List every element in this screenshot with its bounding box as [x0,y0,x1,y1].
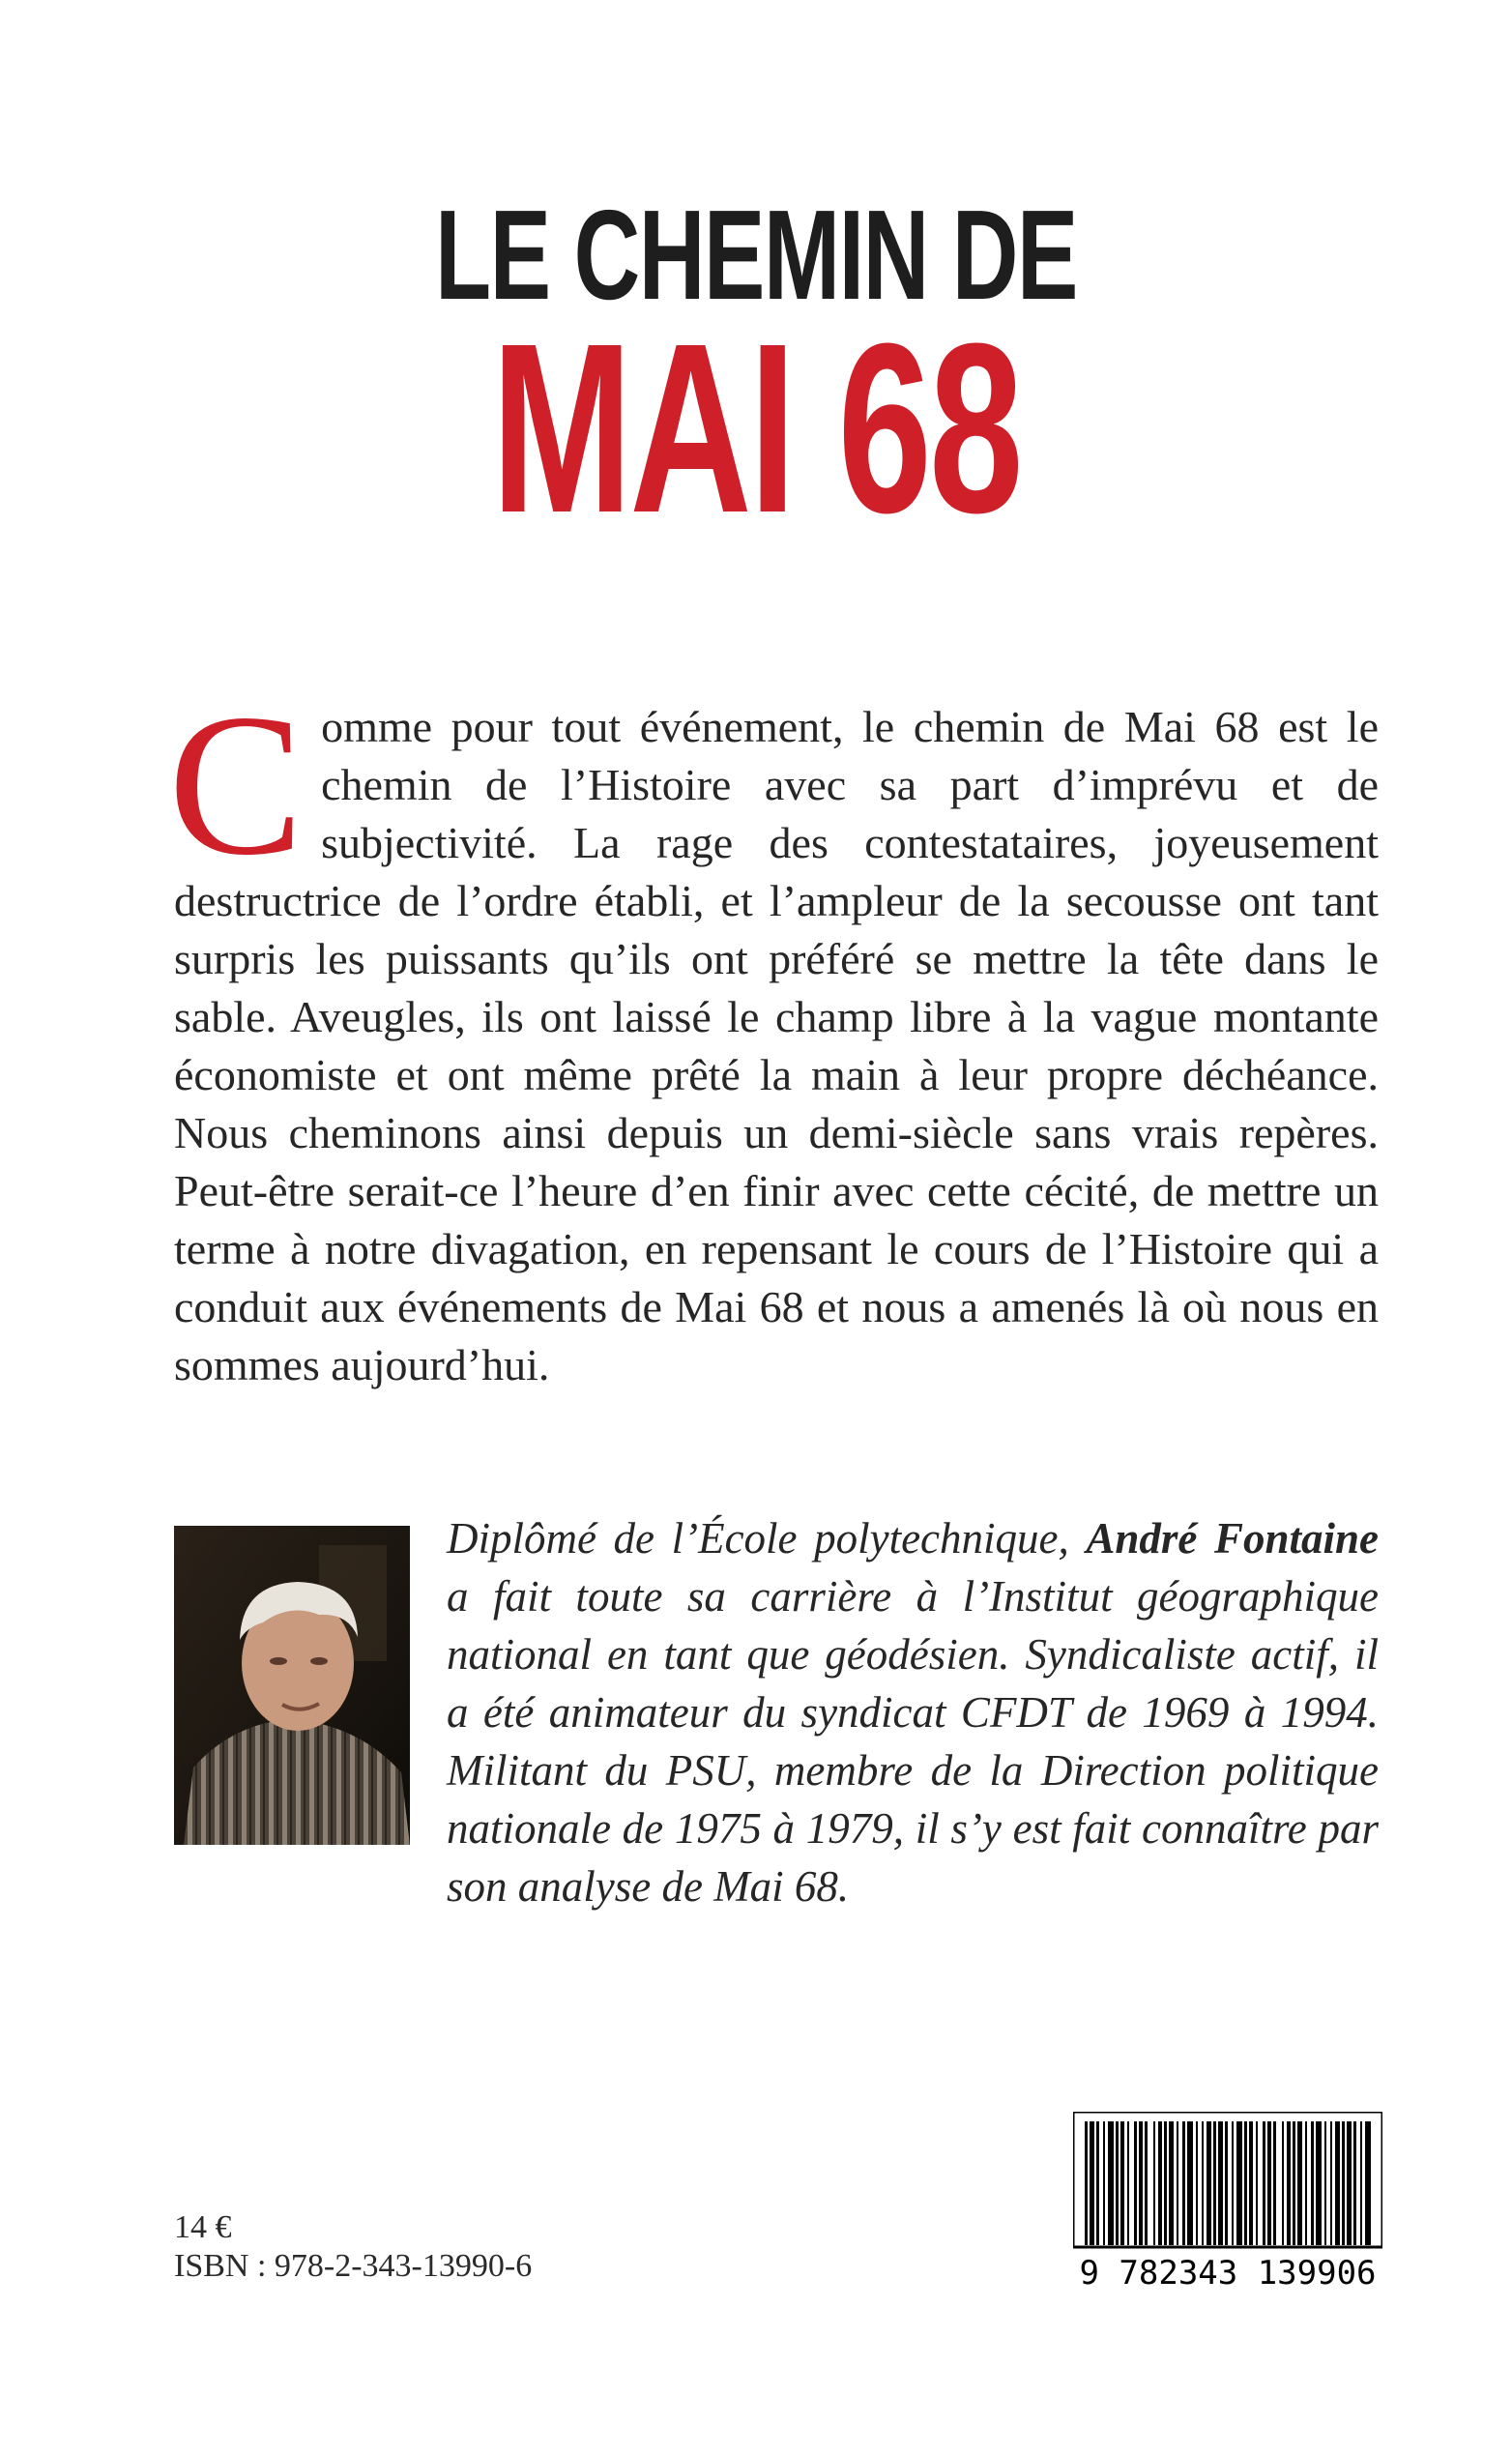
author-bio [447,1509,1379,1915]
barcode-bar [1293,2121,1295,2245]
barcode-bar [1353,2121,1356,2245]
barcode-bar [1249,2121,1253,2245]
barcode-bar [1263,2121,1265,2245]
barcode-bar [1116,2121,1119,2245]
drop-cap: C [168,673,305,897]
barcode-bar [1139,2121,1143,2245]
barcode-bar [1085,2121,1088,2245]
barcode-bar [1305,2121,1307,2245]
barcode-bar [1330,2121,1332,2245]
barcode-bar [1335,2121,1340,2245]
barcode-bar [1316,2121,1322,2245]
barcode-bar [1177,2121,1178,2245]
barcode-bar [1187,2121,1193,2245]
barcode-bar [1287,2121,1291,2245]
barcode-bar [1244,2121,1247,2245]
barcode-bar [1153,2121,1155,2245]
barcode-bar [1207,2121,1211,2245]
barcode-bar [1164,2121,1167,2245]
bio-intro: Diplômé de l’École polytechnique, [447,1514,1087,1563]
barcode-digits: 9 782343 139906 [1079,2254,1377,2290]
title-line-1: LE CHEMIN DE [435,184,1077,326]
barcode-bar [1202,2121,1204,2245]
barcode-bar [1342,2121,1345,2245]
barcode-bar [1090,2121,1094,2245]
author-name: André Fontaine [1086,1514,1379,1563]
barcode-bar [1232,2121,1234,2245]
barcode-bar [1103,2121,1105,2245]
barcode-bar [1218,2121,1223,2245]
barcode-bar [1134,2121,1137,2245]
barcode-bar [1267,2121,1271,2245]
barcode-bar [1169,2121,1174,2245]
isbn: ISBN : 978-2-343-13990-6 [174,2248,533,2284]
blurb-text: omme pour tout événement, le chemin de Mai 68 est le chemin de l’Histoire avec sa part d’imprévu et de subjectivité. La rage des contestataires, joyeusement destructrice de l’ordre établi, et l’ampleur de la secousse ont tant surpris les puissants qu’ils ont préféré se mettre la tête dans le sable. Aveugles, ils ont laissé le champ libre à la vague montante économiste et ont même prêté la main à leur propre déchéance. Nous cheminons ainsi depuis un demi-siècle sans vrais repères. Peut-être serait-ce l’heure d’en finir avec cette cécité, de mettre un terme à notre divagation, en repensant le cours de l’Histoire qui a conduit aux événements de Mai 68 et nous a amenés là où nous en sommes aujourd’hui. [174,702,1379,1389]
barcode-bar [1213,2121,1216,2245]
barcode-bar [1236,2121,1242,2245]
barcode-bar [1196,2121,1198,2245]
author-photo [174,1526,410,1845]
barcode-bar [1324,2121,1326,2245]
barcode-bar [1256,2121,1258,2245]
blurb-paragraph [168,673,1379,1394]
barcode-bar [1311,2121,1314,2245]
barcode-bar [1127,2121,1129,2245]
barcode [1073,2112,1382,2290]
barcode-bar [1158,2121,1162,2245]
barcode-bar [1347,2121,1352,2245]
barcode-bar [1145,2121,1148,2245]
barcode-bar [1365,2121,1371,2245]
barcode-bar [1360,2121,1362,2245]
barcode-bar [1096,2121,1099,2245]
barcode-bar [1108,2121,1114,2245]
barcode-bar [1120,2121,1124,2245]
barcode-bar [1282,2121,1284,2245]
title-line-2: MAI 68 [491,293,1021,563]
barcode-bar [1273,2121,1276,2245]
barcode-bar [1297,2121,1302,2245]
bio-rest: a fait toute sa carrière à l’Institut géographique national en tant que géodésien. Syndicaliste actif, il a été animateur du syndicat CFDT de 1969 à 1994. Militant du PSU, membre de la Direction politique nationale de 1975 à 1979, il s’y est fait connaître par son analyse de Mai 68. [447,1572,1379,1911]
price: 14 € [174,2209,232,2245]
barcode-bar [1182,2121,1185,2245]
barcode-bar [1225,2121,1228,2245]
